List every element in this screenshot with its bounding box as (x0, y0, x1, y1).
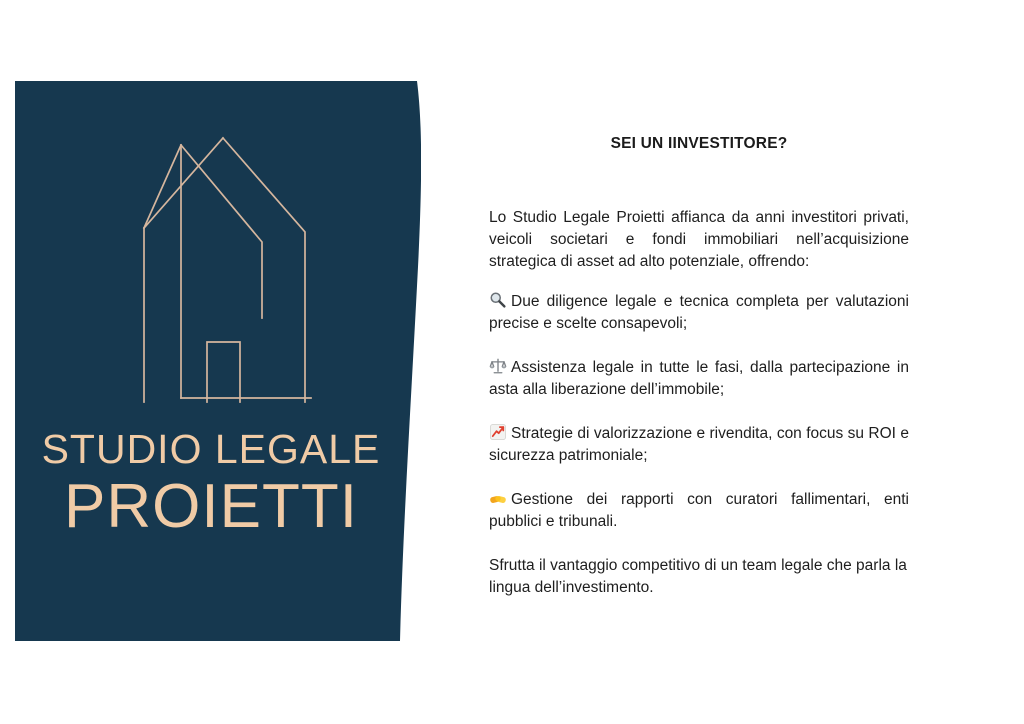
magnifier-icon (489, 291, 507, 309)
panel-navy-shape (15, 81, 421, 641)
brand-panel-art (15, 81, 421, 641)
brand-wordmark (15, 426, 407, 542)
bullet-gestione-rapporti (489, 489, 909, 533)
content-column (489, 0, 909, 724)
bullet-text: Due diligence legale e tecnica completa per valutazioni precise e scelte consapevoli; (489, 293, 909, 332)
brand-name-line2: PROIETTI (64, 472, 358, 542)
bullet-assistenza-legale (489, 357, 909, 401)
chart-increasing-icon (489, 423, 507, 441)
page-title: SEI UN IINVESTITORE? (610, 135, 788, 152)
brand-name-line1: STUDIO LEGALE (41, 426, 381, 472)
bullet-text: Assistenza legale in tutte le fasi, dalla partecipazione in asta alla liberazione dell’immobile; (489, 359, 909, 398)
brand-panel (15, 81, 421, 641)
bullet-text: Strategie di valorizzazione e rivendita, con focus su ROI e sicurezza patrimoniale; (489, 425, 909, 464)
closing-paragraph: Sfrutta il vantaggio competitivo di un team legale che parla la lingua dell’investimento. (489, 557, 907, 596)
bullet-text: Gestione dei rapporti con curatori fallimentari, enti pubblici e tribunali. (489, 491, 909, 530)
scales-icon (489, 357, 507, 375)
bullet-strategie (489, 423, 909, 467)
bullet-due-diligence (489, 291, 909, 335)
handshake-icon (489, 489, 507, 507)
intro-paragraph: Lo Studio Legale Proietti affianca da anni investitori privati, veicoli societari e fondi immobiliari nell’acquisizione strategica di asset ad alto potenziale, offrendo: (489, 209, 909, 270)
